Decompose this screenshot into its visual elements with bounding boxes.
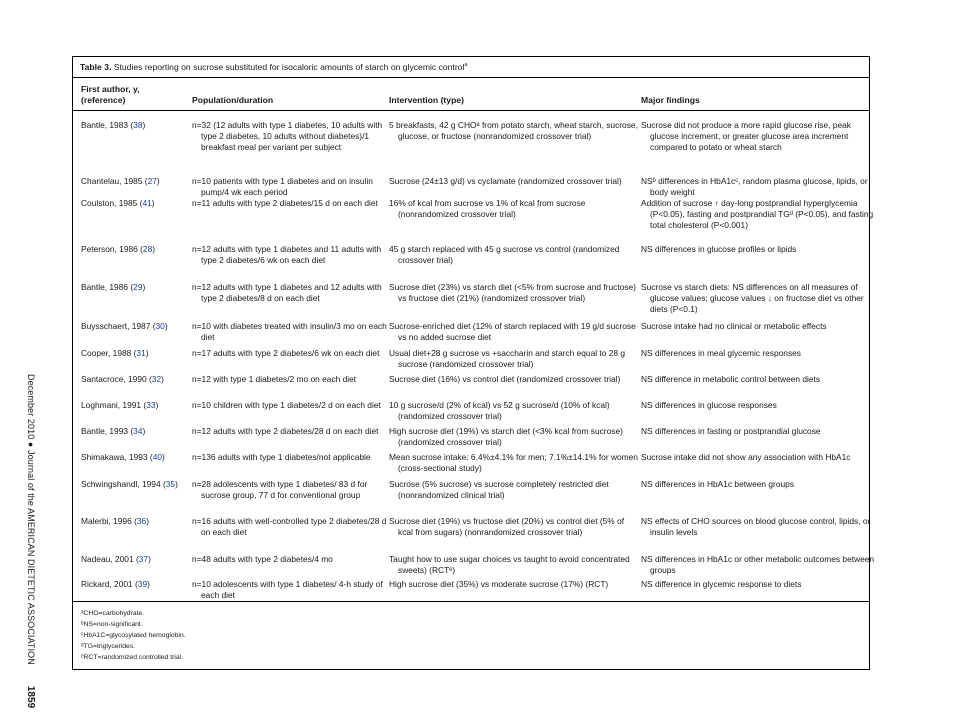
header-author: First author, y, (reference): [81, 84, 140, 105]
row-intervention: Sucrose diet (19%) vs fructose diet (20%) vs control diet (5% of kcal from sugars) (nonrandomized crossover trial): [389, 516, 625, 537]
reference-link[interactable]: 30: [155, 321, 165, 331]
row-author: Chantelau, 1985 (27): [81, 176, 160, 186]
row-author: Bantle, 1993 (34): [81, 426, 146, 436]
header-population: Population/duration: [192, 95, 274, 105]
reference-link[interactable]: 40: [152, 452, 163, 462]
row-population: n=12 adults with type 1 diabetes and 11 adults with type 2 diabetes/6 wk on each diet: [192, 244, 382, 265]
row-author: Malerbi, 1996 (36): [81, 516, 149, 526]
row-population: n=12 adults with type 2 diabetes/28 d on each diet: [192, 426, 379, 436]
reference-link[interactable]: 27: [147, 176, 157, 186]
row-author: Coulston, 1985 (41): [81, 198, 155, 208]
row-findings: NS difference in glycemic response to diets: [641, 579, 802, 589]
row-intervention: Taught how to use sugar choices vs taught to avoid concentrated sweets) (RCTᵉ): [389, 554, 630, 575]
row-intervention: Mean sucrose intake: 6.4%±4.1% for men; 7.1%±14.1% for women (cross-sectional study): [389, 452, 638, 473]
row-findings: Sucrose did not produce a more rapid glucose rise, peak glucose increment, or greater glucose area increment compared to potato or wheat starch: [641, 120, 851, 152]
row-intervention: Usual diet+28 g sucrose vs +saccharin and starch equal to 28 g sucrose (randomized crossover trial): [389, 348, 626, 369]
header-rule: [73, 110, 869, 111]
footnote-item: ᵈTG=triglycerides.: [81, 643, 136, 650]
row-population: n=10 patients with type 1 diabetes and on insulin pump/4 wk each period: [192, 176, 373, 197]
page-number: 1859: [25, 685, 36, 709]
row-population: n=11 adults with type 2 diabetes/15 d on each diet: [192, 198, 378, 208]
footnote-item: ᵃCHO=carbohydrate.: [81, 610, 145, 617]
caption-rule: [73, 77, 869, 78]
reference-link[interactable]: 35: [165, 479, 176, 489]
reference-link[interactable]: 33: [146, 400, 156, 410]
row-findings: Sucrose intake did not show any association with HbA1c: [641, 452, 851, 462]
row-author: Schwingshandl, 1994 (35): [81, 479, 178, 489]
row-intervention: High sucrose diet (35%) vs moderate sucrose (17%) (RCT): [389, 579, 609, 589]
row-intervention: Sucrose (24±13 g/d) vs cyclamate (randomized crossover trial): [389, 176, 622, 186]
journal-footer-text: December 2010 ● Journal of the AMERICAN DIETETIC ASSOCIATION: [26, 374, 36, 665]
row-population: n=28 adolescents with type 1 diabetes/ 83 d for sucrose group, 77 d for conventional group: [192, 479, 368, 500]
row-population: n=10 children with type 1 diabetes/2 d on each diet: [192, 400, 381, 410]
row-author: Santacroce, 1990 (32): [81, 374, 164, 384]
row-intervention: 45 g starch replaced with 45 g sucrose vs control (randomized crossover trial): [389, 244, 620, 265]
row-population: n=32 (12 adults with type 1 diabetes, 10 adults with type 2 diabetes, 10 adults without diabetes)/1 breakfast meal per variant per subject: [192, 120, 383, 152]
reference-link[interactable]: 28: [142, 244, 153, 254]
header-findings: Major findings: [641, 95, 700, 105]
row-population: n=48 adults with type 2 diabetes/4 mo: [192, 554, 333, 564]
reference-link[interactable]: 38: [133, 120, 143, 130]
row-findings: NS differences in meal glycemic responses: [641, 348, 801, 358]
row-findings: NS effects of CHO sources on blood glucose control, lipids, or insulin levels: [641, 516, 871, 537]
table-caption-text: Studies reporting on sucrose substituted for isocaloric amounts of starch on glycemic control: [113, 62, 465, 72]
row-population: n=10 adolescents with type 1 diabetes/ 4-h study of each diet: [192, 579, 383, 600]
row-author: Cooper, 1988 (31): [81, 348, 149, 358]
reference-link[interactable]: 39: [137, 579, 148, 589]
table-caption: [80, 62, 467, 72]
header-intervention: Intervention (type): [389, 95, 464, 105]
footnote-item: ᵇNS=non-significant.: [81, 621, 143, 628]
reference-link[interactable]: 29: [133, 282, 143, 292]
row-intervention: Sucrose (5% sucrose) vs sucrose completely restricted diet (nonrandomized clinical trial): [389, 479, 609, 500]
row-findings: NS differences in fasting or postprandial glucose: [641, 426, 821, 436]
reference-link[interactable]: 31: [136, 348, 146, 358]
row-findings: NS differences in glucose profiles or lipids: [641, 244, 797, 254]
row-intervention: Sucrose-enriched diet (12% of starch replaced with 19 g/d sucrose vs no added sucrose diet: [389, 321, 636, 342]
row-author: Bantle, 1983 (38): [81, 120, 146, 130]
row-population: n=12 adults with type 1 diabetes and 12 adults with type 2 diabetes/8 d on each diet: [192, 282, 382, 303]
row-population: n=12 with type 1 diabetes/2 mo on each diet: [192, 374, 357, 384]
row-population: n=17 adults with type 2 diabetes/6 wk on each diet: [192, 348, 380, 358]
footnote-item: ᶜHbA1C=glycosylated hemoglobin.: [81, 632, 186, 639]
row-findings: NS differences in HbA1c between groups: [641, 479, 795, 489]
reference-link[interactable]: 41: [142, 198, 152, 208]
row-findings: NS difference in metabolic control between diets: [641, 374, 821, 384]
footnote-item: ᵉRCT=randomized controlled trial.: [81, 654, 184, 661]
reference-link[interactable]: 32: [151, 374, 162, 384]
footer-rule: [73, 601, 869, 602]
row-population: n=10 with diabetes treated with insulin/3 mo on each diet: [192, 321, 387, 342]
row-findings: NSᵇ differences in HbA1cᶜ, random plasma glucose, lipids, or body weight: [641, 176, 868, 197]
row-findings: NS differences in HbA1c or other metabolic outcomes between groups: [641, 554, 875, 575]
row-intervention: Sucrose diet (23%) vs starch diet (<5% from sucrose and fructose) vs fructose diet (21%) (randomized crossover trial): [389, 282, 636, 303]
table-3: [72, 56, 875, 670]
row-author: Nadeau, 2001 (37): [81, 554, 151, 564]
row-intervention: Sucrose diet (16%) vs control diet (randomized crossover trial): [389, 374, 621, 384]
row-findings: Sucrose vs starch diets: NS differences on all measures of glucose values; glucose values ↓ on fructose diet vs other diets (P<0.1): [641, 282, 864, 314]
row-findings: NS differences in glucose responses: [641, 400, 777, 410]
row-author: Buysschaert, 1987 (30): [81, 321, 168, 331]
running-footer-vertical: [20, 374, 42, 714]
table-label: Table 3.: [80, 62, 112, 72]
row-intervention: High sucrose diet (19%) vs starch diet (<3% kcal from sucrose) (randomized crossover trial): [389, 426, 623, 447]
reference-link[interactable]: 36: [136, 516, 147, 526]
row-author: Rickard, 2001 (39): [81, 579, 150, 589]
row-author: Shimakawa, 1993 (40): [81, 452, 165, 462]
row-findings: Sucrose intake had no clinical or metabolic effects: [641, 321, 827, 331]
reference-link[interactable]: 37: [138, 554, 149, 564]
row-population: n=16 adults with well-controlled type 2 diabetes/28 d on each diet: [192, 516, 387, 537]
reference-link[interactable]: 34: [133, 426, 143, 436]
row-author: Peterson, 1986 (28): [81, 244, 156, 254]
row-author: Bantle, 1986 (29): [81, 282, 146, 292]
row-author: Loghmani, 1991 (33): [81, 400, 159, 410]
row-intervention: 10 g sucrose/d (2% of kcal) vs 52 g sucrose/d (10% of kcal) (randomized crossover trial): [389, 400, 610, 421]
row-intervention: 5 breakfasts, 42 g CHOᵃ from potato starch, wheat starch, sucrose, glucose, or fructose (nonrandomized crossover trial): [389, 120, 638, 141]
caption-footnote-mark: a: [464, 62, 468, 69]
row-population: n=136 adults with type 1 diabetes/not applicable: [192, 452, 371, 462]
row-findings: Addition of sucrose ↑ day-long postprandial hyperglycemia (P<0.05), fasting and postprandial TGᵈ (P<0.05), and fasting total cholesterol (P<0.001): [641, 198, 874, 230]
row-intervention: 16% of kcal from sucrose vs 1% of kcal from sucrose (nonrandomized crossover trial): [389, 198, 586, 219]
